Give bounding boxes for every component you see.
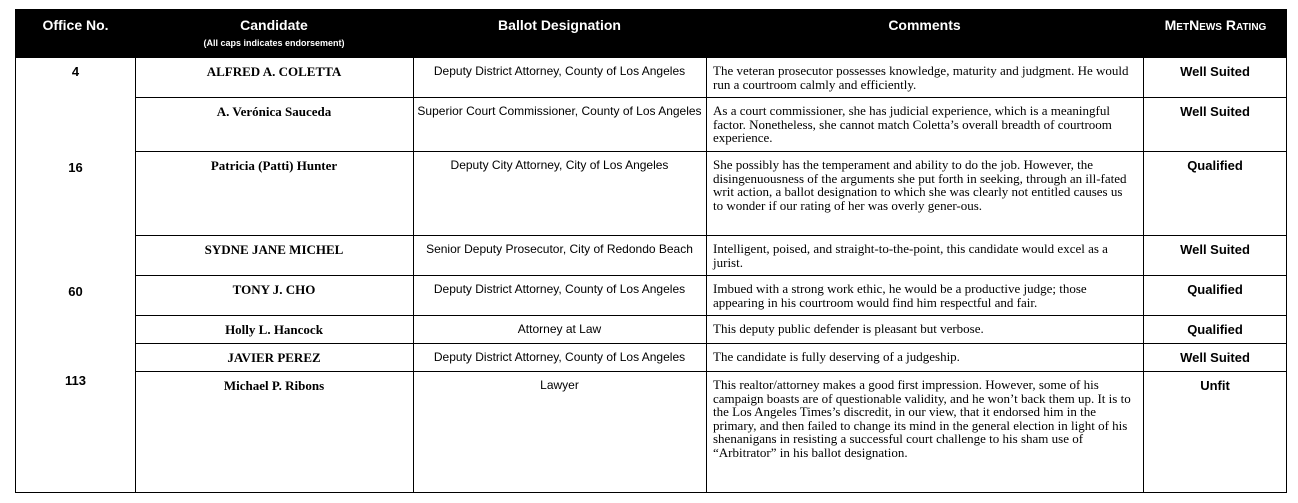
ballot-cell: Senior Deputy Prosecutor, City of Redondo Beach (413, 236, 707, 275)
rating-cell: Well Suited (1180, 104, 1250, 119)
rating-cell: Qualified (1187, 282, 1243, 297)
ballot-cell: Deputy District Attorney, County of Los Angeles (413, 344, 707, 371)
table-row (135, 316, 1287, 344)
header-office: Office No. (42, 17, 109, 33)
table-row (135, 276, 1287, 316)
table-row (135, 98, 1287, 152)
office-number: 4 (71, 64, 80, 79)
ballot-cell: Deputy District Attorney, County of Los Angeles (413, 276, 707, 315)
rating-cell: Well Suited (1180, 242, 1250, 257)
ratings-table (15, 9, 1287, 493)
candidate-cell: Michael P. Ribons (135, 372, 414, 493)
candidate-cell: TONY J. CHO (135, 276, 414, 315)
office-number: 60 (68, 284, 83, 299)
ballot-cell: Attorney at Law (413, 316, 707, 343)
table-row (135, 236, 1287, 276)
office-number: 113 (65, 373, 86, 388)
candidate-cell: ALFRED A. COLETTA (135, 58, 414, 97)
candidate-cell: Holly L. Hancock (135, 316, 414, 343)
header-candidate-note: (All caps indicates endorsement) (203, 38, 345, 48)
comment-cell: Imbued with a strong work ethic, he would be a productive judge; those appearing in his courtroom would find him respectful and fair. (706, 276, 1144, 315)
office-number: 16 (68, 160, 83, 175)
office-column (16, 58, 136, 493)
candidate-cell: SYDNE JANE MICHEL (135, 236, 414, 275)
ballot-cell: Deputy City Attorney, City of Los Angeles (413, 152, 707, 235)
comment-cell: The veteran prosecutor possesses knowledge, maturity and judgment. He would run a courtroom calmly and efficiently. (706, 58, 1144, 97)
comment-cell: She possibly has the temperament and ability to do the job. However, the disingenuousness of the arguments she put forth in seeking, through an ill-fated writ action, a ballot designation to which she was clearly not entitled causes us to wonder if our rating of her was overly gener-ous. (706, 152, 1144, 235)
header-ballot: Ballot Designation (498, 17, 621, 33)
comment-cell: The candidate is fully deserving of a judgeship. (706, 344, 1144, 371)
ballot-cell: Lawyer (413, 372, 707, 493)
comment-cell: Intelligent, poised, and straight-to-the-point, this candidate would excel as a jurist. (706, 236, 1144, 275)
table-row (135, 152, 1287, 236)
table-row (135, 344, 1287, 372)
rating-cell: Qualified (1187, 158, 1243, 173)
table-row (135, 372, 1287, 493)
table-header (16, 10, 1286, 58)
rating-cell: Qualified (1187, 322, 1243, 337)
table-row (135, 58, 1287, 98)
candidate-cell: JAVIER PEREZ (135, 344, 414, 371)
header-rating: MetNews Rating (1164, 17, 1267, 33)
ballot-cell: Deputy District Attorney, County of Los Angeles (413, 58, 707, 97)
candidate-cell: Patricia (Patti) Hunter (135, 152, 414, 235)
header-candidate: Candidate (All caps indicates endorsement) (135, 10, 413, 58)
comment-cell: As a court commissioner, she has judicial experience, which is a meaningful factor. Nonetheless, she cannot match Coletta’s overall breadth of courtroom experience. (706, 98, 1144, 151)
candidate-cell: A. Verónica Sauceda (135, 98, 414, 151)
comment-cell: This deputy public defender is pleasant but verbose. (706, 316, 1144, 343)
header-comments: Comments (888, 17, 961, 33)
rating-cell: Well Suited (1180, 64, 1250, 79)
comment-cell: This realtor/attorney makes a good first impression. However, some of his campaign boasts are of questionable validity, and he won’t back them up. It is to the Los Angeles Times’s discredit, in our view, that it endorsed him in the primary, and then failed to change its mind in the general election in light of his shenanigans in resisting a successful court challenge to his sham use of “Arbitrator” in his ballot designation. (706, 372, 1144, 493)
rating-cell: Unfit (1200, 378, 1230, 393)
ballot-cell: Superior Court Commissioner, County of Los Angeles (413, 98, 707, 151)
rating-cell: Well Suited (1180, 350, 1250, 365)
